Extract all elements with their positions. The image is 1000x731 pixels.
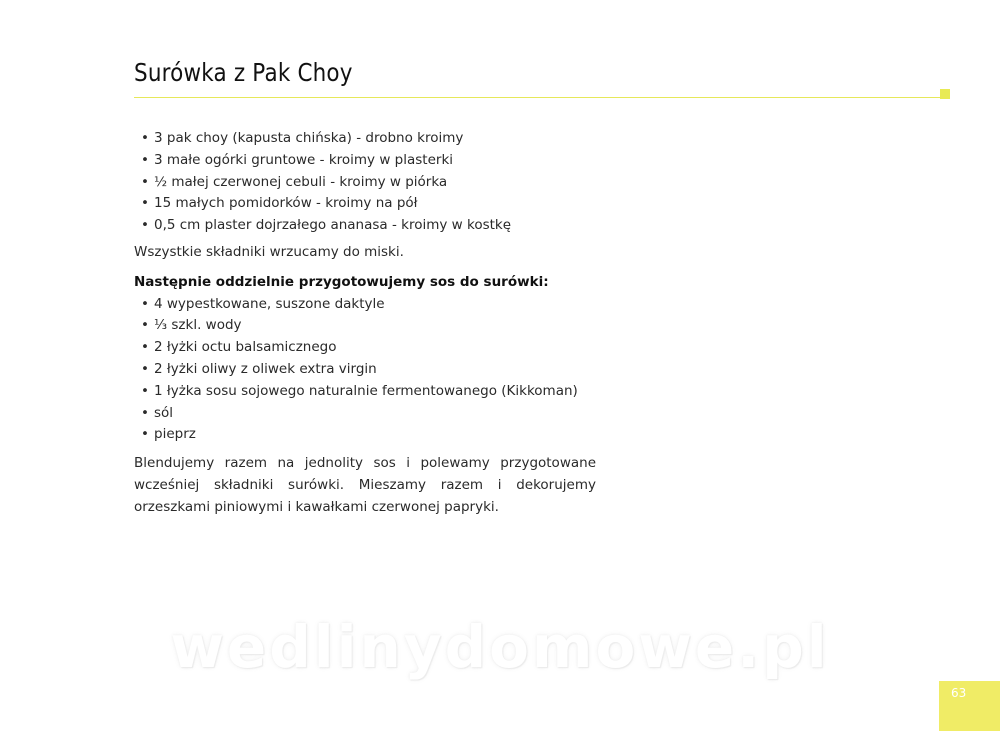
sauce-ingredient-item	[134, 359, 604, 381]
sauce-ingredient-item	[134, 337, 604, 359]
instruction-paragraph: Wszystkie składniki wrzucamy do miski.	[134, 243, 404, 260]
sauce-ingredient-text: ⅓ szkl. wody	[154, 317, 242, 334]
recipe-body	[134, 128, 604, 519]
bullet: •	[141, 195, 149, 212]
recipe-title: Surówka z Pak Choy	[134, 58, 353, 87]
watermark: wedlinydomowe.pl	[170, 613, 830, 681]
ingredient-text: ½ małej czerwonej cebuli - kroimy w piórka	[154, 173, 448, 190]
ingredient-text: 3 małe ogórki gruntowe - kroimy w plasterki	[154, 151, 454, 168]
sauce-ingredient-item	[134, 424, 604, 446]
title-underline-square	[940, 89, 950, 99]
page-number-box	[939, 681, 1000, 731]
sauce-ingredient-list	[134, 294, 604, 447]
sauce-ingredient-text: 2 łyżki octu balsamicznego	[154, 339, 337, 356]
ingredient-text: 3 pak choy (kapusta chińska) - drobno kroimy	[154, 130, 464, 146]
sauce-ingredient-text: 4 wypestkowane, suszone daktyle	[154, 295, 385, 312]
sauce-ingredient-text: 2 łyżki oliwy z oliwek extra virgin	[154, 360, 377, 377]
bullet: •	[141, 404, 149, 421]
sauce-ingredient-item	[134, 315, 604, 337]
ingredient-item	[134, 215, 604, 237]
final-instruction-paragraph: Blendujemy razem na jednolity sos i polewamy przygotowane wcześniej składniki surówki. Mieszamy razem i dekorujemy orzeszkami piniowymi i kawałkami czerwonej papryki.	[134, 455, 596, 515]
sauce-ingredient-item	[134, 381, 604, 403]
sauce-ingredient-text: pieprz	[154, 426, 196, 443]
ingredient-item	[134, 172, 604, 194]
bullet: •	[141, 382, 149, 399]
sauce-ingredient-item	[134, 294, 604, 316]
bullet: •	[141, 426, 149, 443]
sauce-ingredient-text: 1 łyżka sosu sojowego naturalnie fermentowanego (Kikkoman)	[154, 382, 578, 399]
bullet: •	[141, 295, 149, 312]
sauce-ingredient-text: sól	[154, 404, 174, 421]
sauce-ingredient-item	[134, 403, 604, 425]
ingredient-text: 15 małych pomidorków - kroimy na pół	[154, 195, 418, 212]
ingredient-list	[134, 128, 604, 237]
ingredient-text: 0,5 cm plaster dojrzałego ananasa - kroimy w kostkę	[154, 217, 512, 234]
ingredient-item	[134, 193, 604, 215]
bullet: •	[141, 217, 149, 234]
bullet: •	[141, 173, 149, 190]
bullet: •	[141, 317, 149, 334]
bullet: •	[141, 151, 149, 168]
page-number: 63	[951, 686, 967, 700]
ingredient-item	[134, 150, 604, 172]
title-underline	[134, 97, 940, 98]
bullet: •	[141, 130, 149, 146]
ingredient-item	[134, 128, 604, 150]
bullet: •	[141, 360, 149, 377]
sauce-heading: Następnie oddzielnie przygotowujemy sos do surówki:	[134, 273, 549, 290]
bullet: •	[141, 339, 149, 356]
